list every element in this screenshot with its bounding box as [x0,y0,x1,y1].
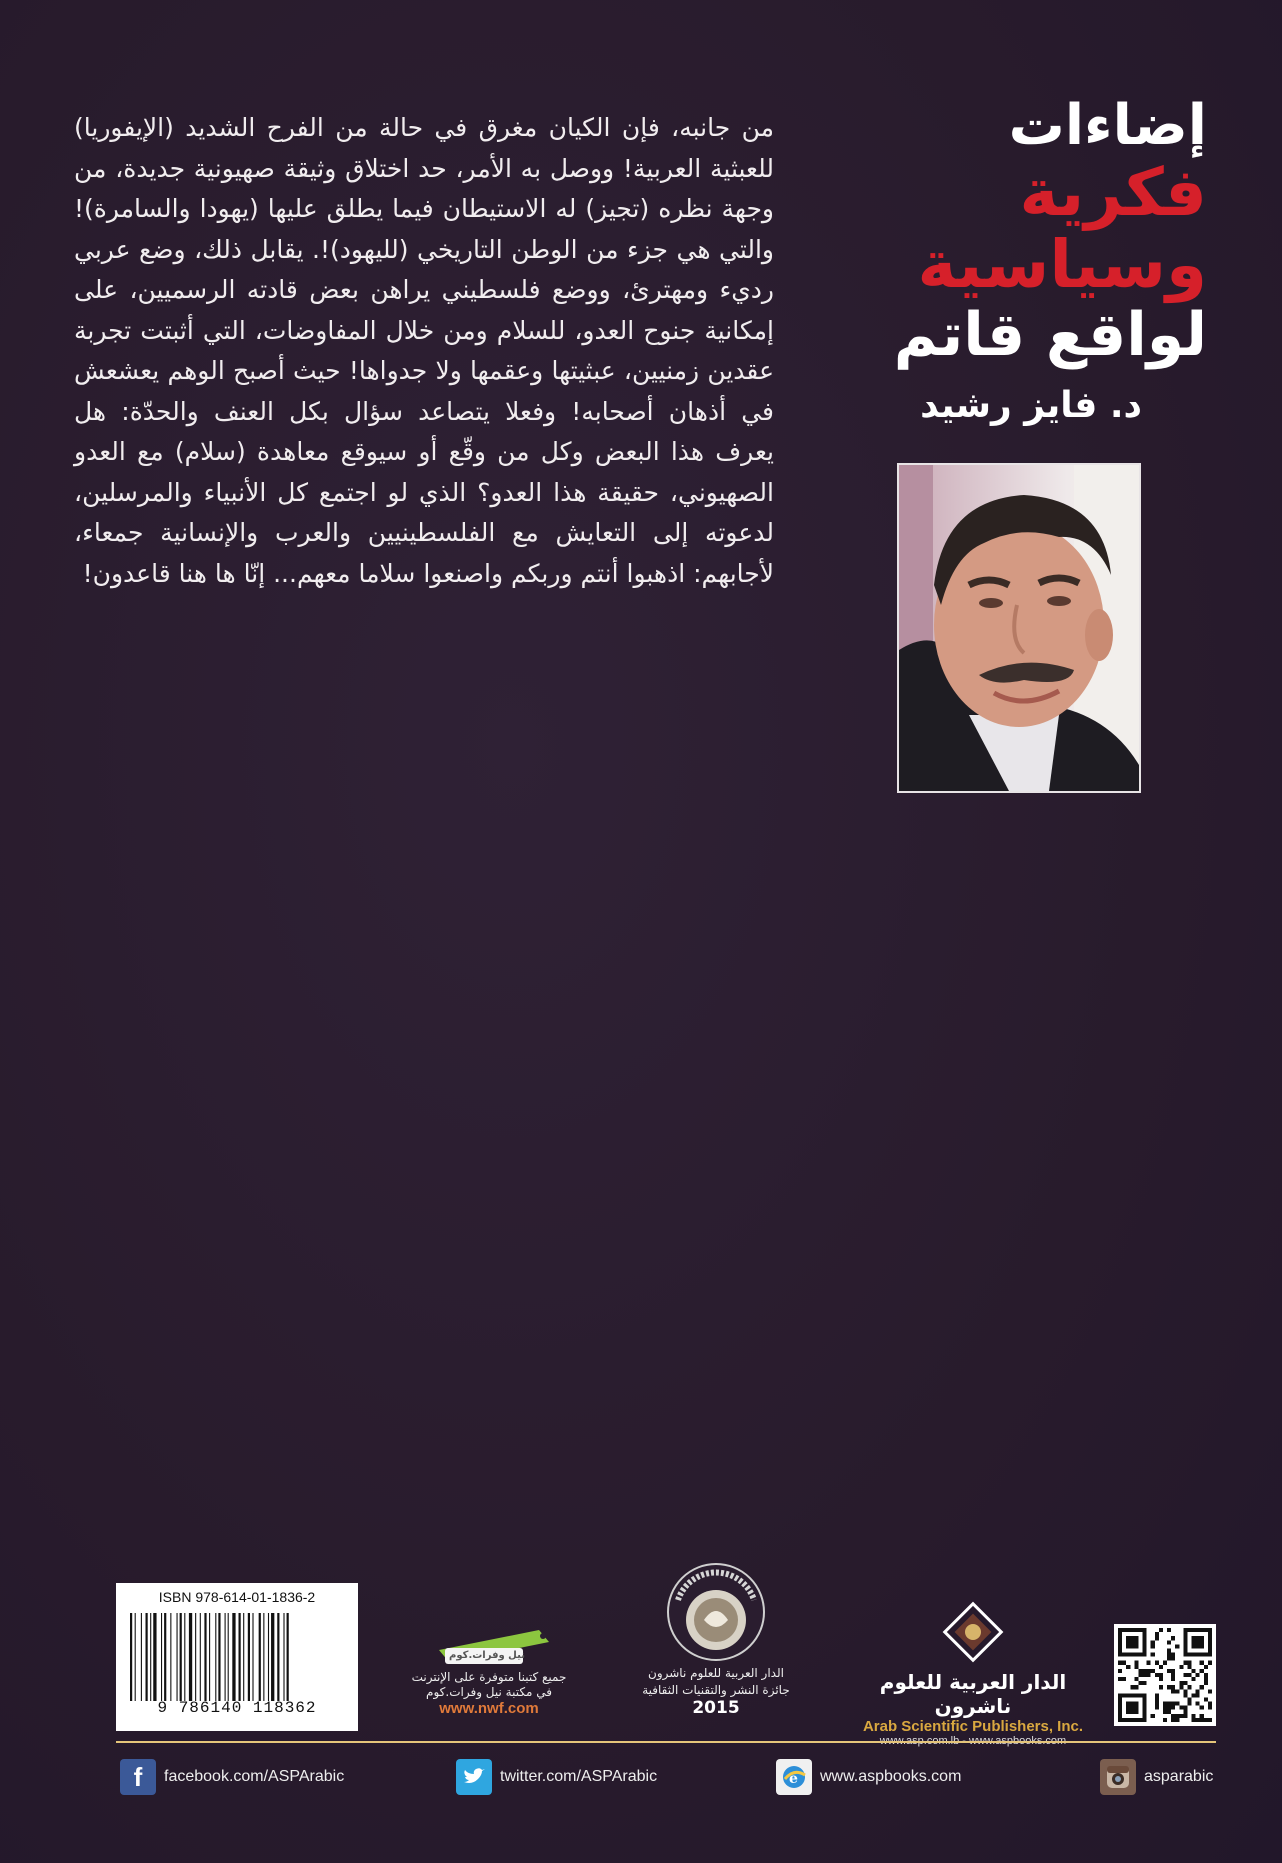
author-name: د. فايز رشيد [920,385,1142,426]
facebook-link[interactable]: facebook.com/ASPArabic [164,1768,345,1785]
facebook-icon: f [120,1759,156,1795]
instagram-icon [1100,1759,1136,1795]
social-website[interactable] [776,1757,961,1797]
twitter-icon [456,1759,492,1795]
footer-divider [116,1741,1216,1743]
title-line-3: لواقع قاتم [893,299,1207,370]
author-photo [897,463,1141,793]
title-line-2: فكرية وسياسية [917,153,1207,304]
qr-code[interactable] [1114,1624,1216,1726]
website-link[interactable]: www.aspbooks.com [820,1768,962,1785]
nwf-promo [384,1620,594,1717]
zayed-award [612,1560,820,1718]
book-title [827,95,1207,368]
social-facebook[interactable] [120,1757,344,1797]
nwf-logo [419,1620,559,1670]
author-portrait-image [899,465,1139,791]
social-twitter[interactable] [456,1757,657,1797]
social-instagram[interactable] [1100,1757,1213,1797]
title-line-1: إضاءات [1008,93,1207,158]
nwf-tag-icon [419,1620,559,1670]
instagram-link[interactable]: asparabic [1144,1768,1214,1785]
publisher-name-en: Arab Scientific Publishers, Inc. [862,1718,1084,1735]
award-year: 2015 [692,1698,740,1718]
award-line-2: جائزة النشر والتقنيات الثقافية [642,1683,790,1697]
isbn-barcode [116,1583,358,1731]
award-seal-icon [664,1560,768,1664]
barcode-number: 9 786140 118362 [157,1699,317,1717]
browser-icon [776,1759,812,1795]
publisher-emblem-icon [941,1600,1005,1664]
publisher-logo [838,1600,1108,1747]
isbn-label: ISBN 978-614-01-1836-2 [158,1589,316,1605]
svg-text:e: e [789,1771,798,1787]
back-cover-blurb: من جانبه، فإن الكيان مغرق في حالة من الفرح الشديد (الإيفوريا) للعبثية العربية! ووصل به الأمر، حد اختلاق وثيقة صهيونية جديدة، من وجهة نظره (تجيز) له الاستيطان فيما يطلق عليها (يهودا والسامرة)! والتي هي جزء من الوطن التاريخي (لليهود)!. يقابل ذلك، وضع عربي رديء ومهترئ، ووضع فلسطيني يراهن بعض قادته الرسميين، على إمكانية جنوح العدو، للسلام ومن خلال المفاوضات، التي أثبتت تجربة عقدين زمنيين، عبثيتها وعقمها ولا جدواها! حيث أصبح الوهم يعشعش في أذهان أصحابه! وفعلا يتصاعد سؤال بكل العنف والحدّة: هل يعرف هذا البعض وكل من وقّع أو سيوقع معاهدة (سلام) مع العدو الصهيوني، حقيقة هذا العدو؟ الذي لو اجتمع كل الأنبياء والمرسلين، لدعوته إلى التعايش مع الفلسطينيين والعرب والإنسانية جمعاء، لأجابهم: اذهبوا أنتم وربكم واصنعوا سلاما معهم... إنّا ها هنا قاعدون! [74,113,774,588]
nwf-line-1: جميع كتبنا متوفرة على الإنترنت [411,1670,567,1684]
nwf-line-2: في مكتبة نيل وفرات.كوم [426,1685,552,1699]
nwf-url[interactable]: www.nwf.com [439,1700,539,1717]
award-line-1: الدار العربية للعلوم ناشرون [648,1666,784,1680]
publisher-name-ar: الدار العربية للعلوم ناشرون [879,1670,1067,1718]
barcode-bars [130,1613,344,1701]
twitter-link[interactable]: twitter.com/ASPArabic [500,1768,658,1785]
nwf-logo-text: نيل وفرات.كوم [449,1650,525,1661]
